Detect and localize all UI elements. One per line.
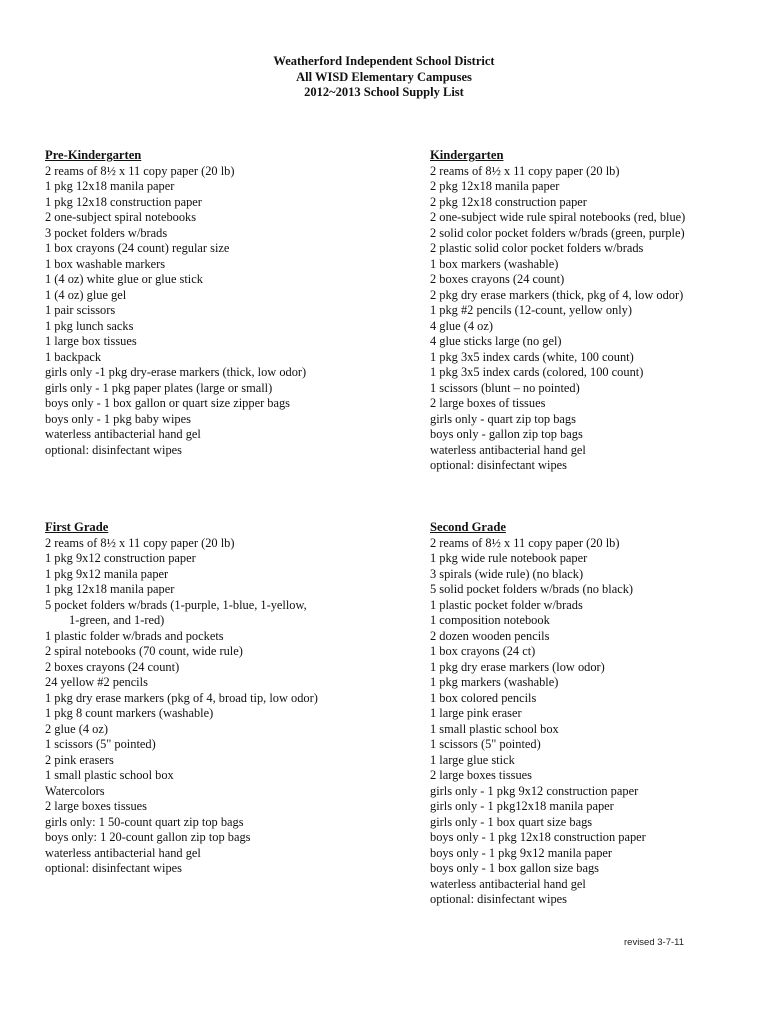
supply-item: waterless antibacterial hand gel [430,442,586,457]
supply-item: Watercolors [45,783,105,798]
supply-item: 3 pocket folders w/brads [45,225,168,240]
first-grade-section [45,520,405,877]
supply-item: 4 glue sticks large (no gel) [430,334,562,348]
supply-item: 2 one-subject wide rule spiral notebooks (red, blue) [430,210,686,224]
supply-item: 1 pkg 12x18 manila paper [45,582,175,596]
campuses-subtitle: All WISD Elementary Campuses [296,69,472,84]
kindergarten-heading: Kindergarten [430,148,504,162]
supply-item: girls only - quart zip top bags [430,411,576,426]
second-grade-list [430,536,768,908]
supply-item: waterless antibacterial hand gel [45,427,201,441]
revised-date: revised 3-7-11 [624,937,685,948]
supply-item: boys only - 1 box gallon or quart size zipper bags [45,396,291,410]
supply-item: optional: disinfectant wipes [430,892,567,906]
supply-item: 1 pkg 8 count markers (washable) [45,706,214,720]
second-grade-heading: Second Grade [430,520,506,534]
supply-item: 1 small plastic school box [45,768,174,782]
supply-item: 1 scissors (blunt – no pointed) [430,380,580,395]
supply-item: 1 pkg 9x12 construction paper [45,551,196,565]
supply-item: 1 composition notebook [430,613,550,627]
supply-item: 1 large box tissues [45,334,137,348]
supply-item: 2 dozen wooden pencils [430,628,550,643]
supply-item: boys only - 1 pkg 9x12 manila paper [430,845,613,860]
supply-item: 24 yellow #2 pencils [45,675,148,689]
supply-item: boys only - gallon zip top bags [430,427,583,441]
supply-item: 2 large boxes tissues [45,799,147,813]
supply-item: 2 large boxes tissues [430,768,532,782]
document-header [0,54,768,101]
supply-item: 1 box colored pencils [430,690,537,705]
supply-item: 2 pink erasers [45,752,114,767]
supply-item: optional: disinfectant wipes [45,861,182,875]
supply-item: 2 reams of 8½ x 11 copy paper (20 lb) [45,535,235,550]
supply-item: 2 boxes crayons (24 count) [45,659,180,674]
second-grade-section [430,520,768,908]
supply-item: 1 pkg 3x5 index cards (white, 100 count) [430,349,634,364]
supply-item: 1 scissors (5" pointed) [430,737,541,751]
supply-item: 2 reams of 8½ x 11 copy paper (20 lb) [430,163,620,178]
supply-item: 1 pkg #2 pencils (12-count, yellow only) [430,303,633,317]
supply-item: 1 box crayons (24 count) regular size [45,241,230,255]
supply-item: 2 reams of 8½ x 11 copy paper (20 lb) [45,163,235,178]
supply-item: 1 large glue stick [430,752,515,767]
supply-item: 2 reams of 8½ x 11 copy paper (20 lb) [430,535,620,550]
supply-item: 2 pkg 12x18 construction paper [430,194,587,209]
pre-kindergarten-section [45,148,405,458]
supply-item: optional: disinfectant wipes [45,442,182,457]
supply-item: 2 one-subject spiral notebooks [45,210,197,224]
kindergarten-section [430,148,768,474]
supply-item: 1 box crayons (24 ct) [430,644,536,658]
district-title: Weatherford Independent School District [273,54,495,68]
supply-item: 1 pkg 9x12 manila paper [45,566,169,581]
supply-item: 1 pkg 3x5 index cards (colored, 100 count) [430,365,644,379]
supply-item: 1 (4 oz) glue gel [45,287,127,302]
supply-item: 1 plastic pocket folder w/brads [430,597,583,612]
supply-list-title: 2012~2013 School Supply List [304,85,464,99]
pre-kindergarten-list [45,164,405,459]
supply-item: boys only - 1 pkg 12x18 construction paper [430,830,646,844]
supply-item: 1 pkg markers (washable) [430,675,559,689]
supply-item: waterless antibacterial hand gel [430,876,586,891]
supply-item: girls only: 1 50-count quart zip top bags [45,814,244,829]
supply-item: 2 boxes crayons (24 count) [430,272,565,286]
supply-item: boys only: 1 20-count gallon zip top bags [45,830,251,844]
supply-item: girls only - 1 pkg 9x12 construction paper [430,783,639,798]
supply-item: 4 glue (4 oz) [430,318,493,333]
supply-item: 2 pkg dry erase markers (thick, pkg of 4, low odor) [430,287,684,302]
supply-item: 2 large boxes of tissues [430,396,546,410]
supply-item: 1 (4 oz) white glue or glue stick [45,272,203,286]
supply-item: girls only -1 pkg dry-erase markers (thick, low odor) [45,365,307,379]
supply-item: 1 pkg 12x18 manila paper [45,179,175,193]
pre-kindergarten-heading: Pre-Kindergarten [45,148,142,162]
supply-item: boys only - 1 pkg baby wipes [45,411,191,426]
supply-item: 2 glue (4 oz) [45,721,108,736]
supply-item: waterless antibacterial hand gel [45,845,201,860]
supply-item: 1 pkg dry erase markers (low odor) [430,659,605,674]
supply-item: 2 plastic solid color pocket folders w/brads [430,241,644,255]
supply-item: 1 scissors (5" pointed) [45,737,156,751]
supply-item: 1-green, and 1-red) [69,613,165,627]
supply-item: 1 pkg 12x18 construction paper [45,194,202,209]
supply-item: 5 pocket folders w/brads (1-purple, 1-blue, 1-yellow, [45,597,307,612]
supply-item: boys only - 1 box gallon size bags [430,861,599,875]
supply-item: girls only - 1 box quart size bags [430,814,593,829]
supply-item: 1 small plastic school box [430,721,559,736]
supply-item: 1 pkg lunch sacks [45,318,134,333]
supply-item: 1 backpack [45,349,102,364]
supply-item: 1 plastic folder w/brads and pockets [45,628,224,643]
supply-item: girls only - 1 pkg12x18 manila paper [430,799,614,813]
supply-item: 1 pkg wide rule notebook paper [430,551,588,565]
supply-item: 1 box washable markers [45,256,166,271]
kindergarten-list [430,164,768,474]
supply-item: 1 pkg dry erase markers (pkg of 4, broad tip, low odor) [45,690,318,705]
supply-item: 1 pair scissors [45,303,116,317]
supply-item: 3 spirals (wide rule) (no black) [430,566,584,581]
supply-item: girls only - 1 pkg paper plates (large or small) [45,380,273,395]
first-grade-list [45,536,405,877]
supply-item: 2 spiral notebooks (70 count, wide rule) [45,644,243,658]
supply-item: optional: disinfectant wipes [430,458,567,472]
supply-item: 5 solid pocket folders w/brads (no black) [430,582,634,596]
supply-item: 1 box markers (washable) [430,256,559,271]
first-grade-heading: First Grade [45,520,109,534]
supply-item: 1 large pink eraser [430,706,522,720]
supply-item: 2 solid color pocket folders w/brads (green, purple) [430,225,685,240]
supply-item: 2 pkg 12x18 manila paper [430,179,560,193]
